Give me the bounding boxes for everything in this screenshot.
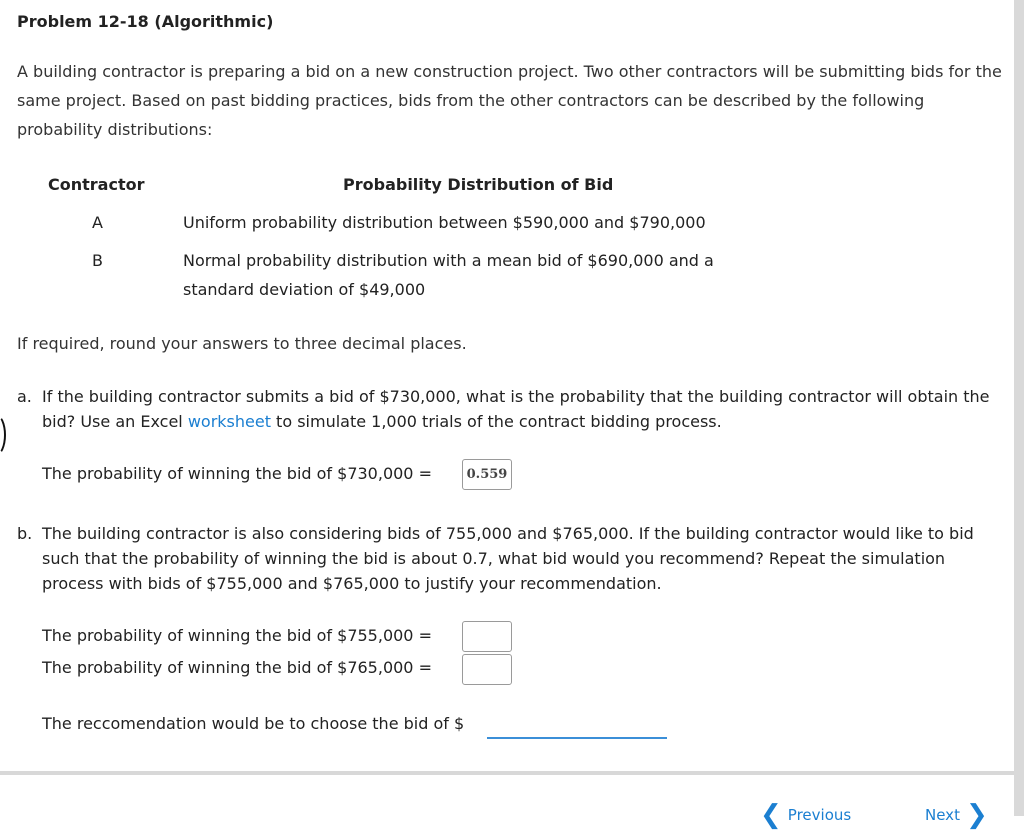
table-cell-distribution: Normal probability distribution with a mean bid of $690,000 and a standard deviation of $49,000	[183, 251, 714, 299]
previous-button[interactable]	[760, 800, 851, 830]
scrollbar-track[interactable]	[1014, 0, 1024, 816]
next-button[interactable]	[925, 800, 988, 830]
question-text: The building contractor is also considering bids of 755,000 and $765,000. If the building contractor would like to bid such that the probability of winning the bid is about 0.7, what bid would you recommend? Repeat the simulation process with bids of $755,000 and $765,000 to justify your recommendation.	[42, 524, 974, 593]
problem-intro: A building contractor is preparing a bid on a new construction project. Two other contractors will be submitting bids for the same project. Based on past bidding practices, bids from the other contractors can be described by the following probability distributions:	[17, 62, 1002, 139]
question-text-part: to simulate 1,000 trials of the contract bidding process.	[270, 412, 722, 431]
recommendation-input[interactable]	[487, 737, 667, 739]
question-text	[42, 384, 1002, 434]
answer-b2-input[interactable]	[462, 654, 512, 685]
question-label: b.	[17, 524, 33, 543]
table-cell-contractor: B	[92, 251, 103, 270]
table-header-distribution: Probability Distribution of Bid	[343, 175, 614, 194]
rounding-note: If required, round your answers to three decimal places.	[17, 334, 467, 353]
answer-b1-input[interactable]	[462, 621, 512, 652]
question-b	[17, 521, 1007, 599]
problem-title: Problem 12-18 (Algorithmic)	[17, 12, 274, 31]
side-bracket-icon	[0, 414, 6, 456]
footer-divider	[0, 771, 1014, 775]
chevron-right-icon: ❯	[965, 800, 988, 830]
next-label: Next	[925, 806, 960, 824]
table-cell-contractor: A	[92, 213, 103, 232]
table-header-contractor: Contractor	[48, 175, 145, 194]
answer-b2-label: The probability of winning the bid of $765,000 =	[42, 658, 432, 677]
previous-label: Previous	[787, 806, 852, 824]
question-label: a.	[17, 387, 32, 406]
question-text-part: If the building contractor submits a bid of $730,000, what is the probability that the building contractor will obtain the bid? Use an Excel	[42, 387, 990, 431]
answer-a-label: The probability of winning the bid of $730,000 =	[42, 464, 432, 483]
chevron-left-icon: ❮	[760, 800, 782, 830]
recommendation-label: The reccomendation would be to choose the bid of $	[42, 714, 465, 733]
worksheet-link[interactable]: worksheet	[187, 412, 271, 431]
table-cell-distribution: Uniform probability distribution between $590,000 and $790,000	[183, 213, 706, 232]
answer-a-input[interactable]: 0.559	[462, 459, 512, 490]
question-a	[17, 384, 1007, 436]
answer-b1-label: The probability of winning the bid of $755,000 =	[42, 626, 432, 645]
